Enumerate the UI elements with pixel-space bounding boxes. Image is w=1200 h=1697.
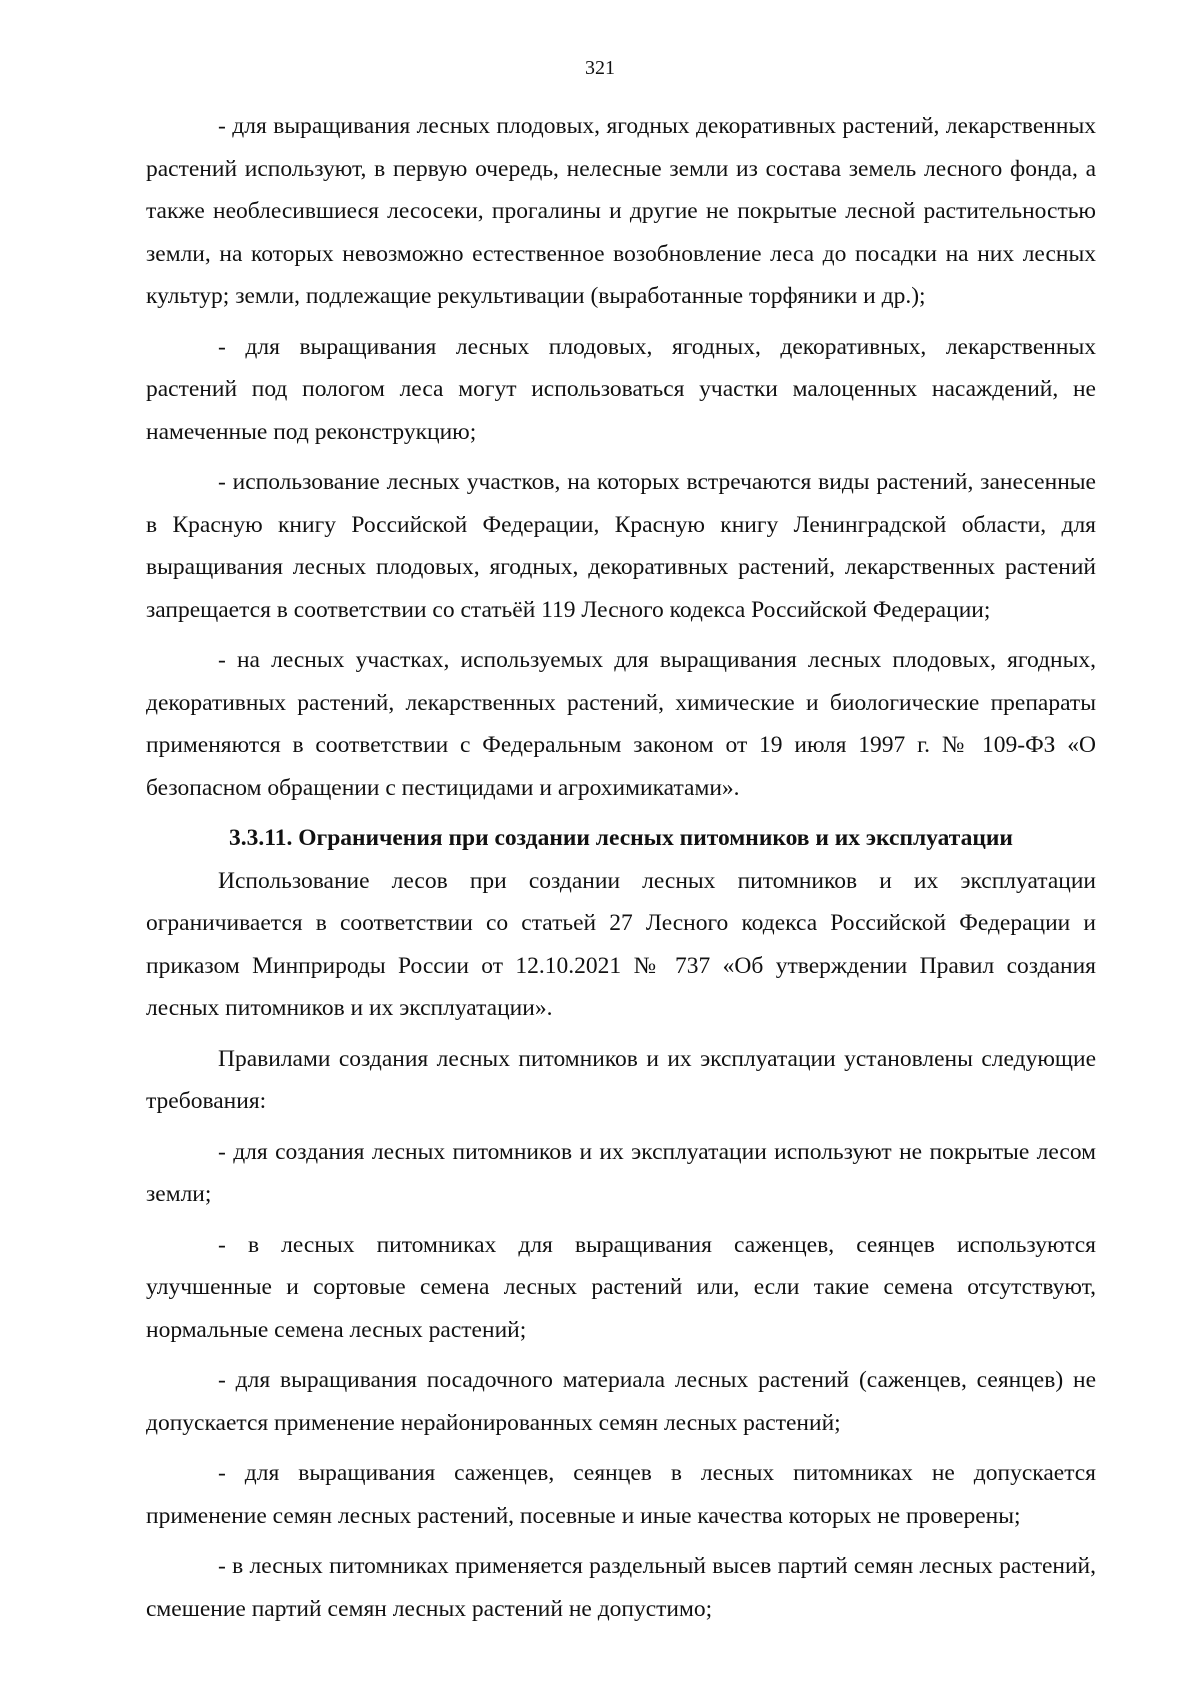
paragraph: - для создания лесных питомников и их эксплуатации используют не покрытые лесом земли; [146, 1138, 1096, 1207]
paragraph: - для выращивания лесных плодовых, ягодных, декоративных, лекарственных растений под пологом леса могут использоваться участки малоценных насаждений, не намеченные под реконструкцию; [146, 333, 1096, 445]
page-number: 321 [585, 57, 615, 79]
section-heading: 3.3.11. Ограничения при создании лесных питомников и их эксплуатации [229, 825, 1013, 851]
paragraph: - в лесных питомниках для выращивания саженцев, сеянцев используются улучшенные и сортовые семена лесных растений или, если такие семена отсутствуют, нормальные семена лесных растений; [146, 1231, 1096, 1343]
paragraph: - для выращивания посадочного материала лесных растений (саженцев, сеянцев) не допускается применение нерайонированных семян лесных растений; [146, 1367, 1096, 1436]
paragraph: Использование лесов при создании лесных питомников и их эксплуатации ограничивается в соответствии со статьей 27 Лесного кодекса Российской Федерации и приказом Минприроды России от 12.10.2021 № 737 «Об утверждении Правил создания лесных питомников и их эксплуатации». [146, 867, 1096, 1021]
paragraph: - для выращивания лесных плодовых, ягодных декоративных растений, лекарственных растений используют, в первую очередь, нелесные земли из состава земель лесного фонда, а также необлесившиеся лесосеки, прогалины и другие не покрытые лесной растительностью земли, на которых невозможно естественное возобновление леса до посадки на них лесных культур; земли, подлежащие рекультивации (выработанные торфяники и др.); [146, 113, 1096, 309]
paragraph: - использование лесных участков, на которых встречаются виды растений, занесенные в Красную книгу Российской Федерации, Красную книгу Ленинградской области, для выращивания лесных плодовых, ягодных, декоративных растений, лекарственных растений запрещается в соответствии со статьёй 119 Лесного кодекса Российской Федерации; [146, 469, 1096, 623]
paragraph: Правилами создания лесных питомников и их эксплуатации установлены следующие требования: [146, 1045, 1096, 1114]
paragraph: - в лесных питомниках применяется раздельный высев партий семян лесных растений, смешение партий семян лесных растений не допустимо; [146, 1553, 1096, 1622]
paragraph: - для выращивания саженцев, сеянцев в лесных питомниках не допускается применение семян лесных растений, посевные и иные качества которых не проверены; [146, 1460, 1096, 1529]
paragraph: - на лесных участках, используемых для выращивания лесных плодовых, ягодных, декоративных растений, лекарственных растений, химические и биологические препараты применяются в соответствии с Федеральным законом от 19 июля 1997 г. № 109-ФЗ «О безопасном обращении с пестицидами и агрохимикатами». [146, 647, 1096, 801]
page-content [146, 105, 1096, 1638]
